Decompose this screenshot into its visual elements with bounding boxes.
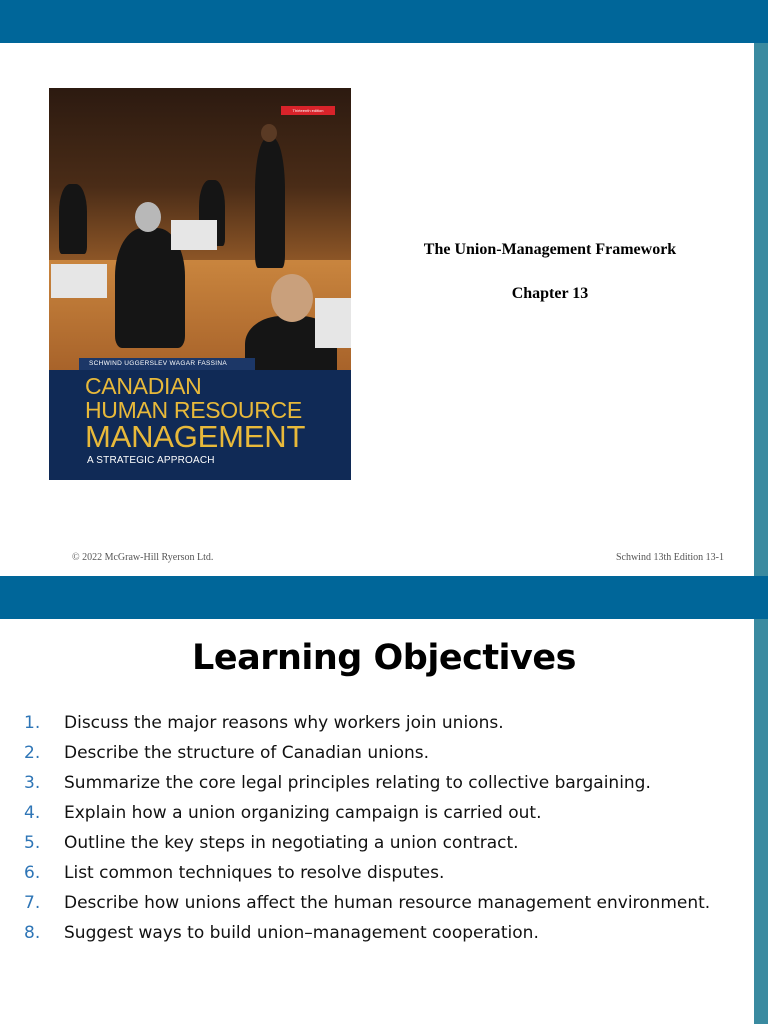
slide-right-edge <box>754 619 768 1024</box>
objective-item <box>24 831 724 856</box>
slide-title: The Union-Management Framework <box>423 241 677 258</box>
music-stand <box>315 298 351 348</box>
objective-text: Discuss the major reasons why workers join unions. <box>64 713 504 733</box>
slide-header-band <box>0 0 768 43</box>
objective-number: 8. <box>24 923 41 943</box>
objective-text: Suggest ways to build union–management cooperation. <box>64 923 539 943</box>
objective-item <box>24 801 724 826</box>
orchestra-photo <box>49 88 351 370</box>
cover-title-line: CANADIAN <box>85 373 202 399</box>
violinist-head <box>135 202 161 232</box>
cover-title-line: HUMAN RESOURCE <box>85 397 302 423</box>
slide-title: Learning Objectives <box>192 638 576 678</box>
foreground-musician-head <box>271 274 313 322</box>
learning-objectives-slide <box>0 576 768 1024</box>
objective-item <box>24 891 724 916</box>
objective-text: Describe the structure of Canadian unions. <box>64 743 430 763</box>
edition-badge: Thirteenth edition <box>281 106 335 115</box>
music-stand <box>51 264 107 298</box>
objective-item <box>24 921 724 946</box>
music-stand <box>171 220 217 250</box>
slide-right-edge <box>754 43 768 576</box>
objective-item <box>24 771 724 796</box>
objectives-list <box>24 711 724 951</box>
conductor-figure <box>255 138 285 268</box>
conductor-head <box>261 124 277 142</box>
objective-number: 1. <box>24 713 41 733</box>
objective-number: 6. <box>24 863 41 883</box>
objective-number: 3. <box>24 773 41 793</box>
cover-title-block <box>49 370 351 480</box>
slide-header-band <box>0 576 768 619</box>
objective-text: Summarize the core legal principles relating to collective bargaining. <box>64 773 651 793</box>
objective-number: 4. <box>24 803 41 823</box>
objective-text: Describe how unions affect the human resource management environment. <box>64 893 711 913</box>
objective-text: List common techniques to resolve disputes. <box>64 863 445 883</box>
objective-item <box>24 861 724 886</box>
book-cover-image <box>49 88 351 480</box>
objective-text: Explain how a union organizing campaign is carried out. <box>64 803 542 823</box>
objective-item <box>24 711 724 736</box>
copyright-footer: © 2022 McGraw-Hill Ryerson Ltd. <box>72 552 214 563</box>
background-musician-figure <box>59 184 87 254</box>
objective-text: Outline the key steps in negotiating a union contract. <box>64 833 519 853</box>
objective-number: 5. <box>24 833 41 853</box>
objective-number: 2. <box>24 743 41 763</box>
slide-number-footer: Schwind 13th Edition 13-1 <box>615 552 724 563</box>
chapter-label: Chapter 13 <box>511 285 589 302</box>
cover-subtitle: A STRATEGIC APPROACH <box>87 455 215 466</box>
objective-item <box>24 741 724 766</box>
cover-title-line: MANAGEMENT <box>85 419 306 454</box>
cover-authors: SCHWIND UGGERSLEV WAGAR FASSINA <box>79 358 255 370</box>
objective-number: 7. <box>24 893 41 913</box>
